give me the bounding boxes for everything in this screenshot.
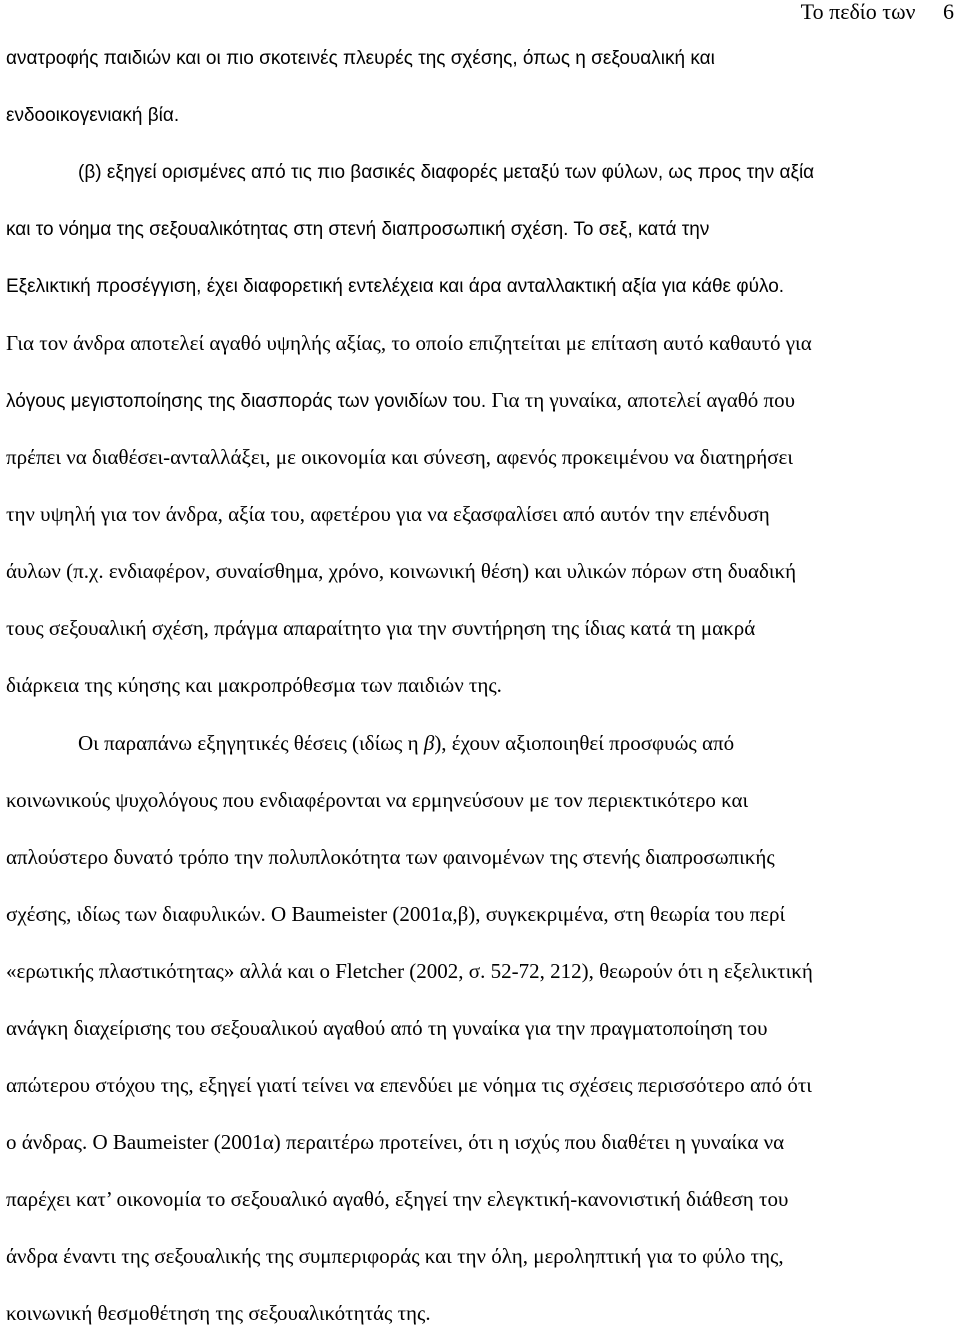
text-line [6,845,775,870]
text-segment: απλούστερο δυνατό τρόπο την πολυπλοκότητα των φαινομένων της στενής διαπροσωπικής [6,845,775,869]
page-number: 6 [943,0,954,24]
text-segment: Οι παραπάνω εξηγητικές θέσεις (ιδίως η [78,731,424,755]
text-segment: παρέχει κατ’ οικονομία το σεξουαλικό αγαθό, εξηγεί την ελεγκτική-κανονιστική διάθεση του [6,1187,789,1211]
text-segment: Για τον άνδρα αποτελεί αγαθό υψηλής αξίας, το οποίο επιζητείται με επίταση αυτό καθαυτό για [6,331,812,355]
text-segment: ανάγκη διαχείρισης του σεξουαλικού αγαθού από τη γυναίκα για την πραγματοποίηση του [6,1016,768,1040]
text-segment: και το νόημα της σεξουαλικότητας στη στενή διαπροσωπική σχέση. Το σεξ, κατά την [6,219,710,240]
text-segment: ανατροφής παιδιών και οι πιο σκοτεινές πλευρές της σχέσης, όπως η σεξουαλική και [6,48,715,69]
text-segment: τους σεξουαλική σχέση, πράγμα απαραίτητο για την συντήρηση της ίδιας κατά τη μακρά [6,616,756,640]
text-line [6,1130,784,1155]
text-segment: Εξελικτική προσέγγιση, έχει διαφορετική εντελέχεια και άρα ανταλλακτική αξία για κάθε φύλο. [6,276,785,297]
text-line [6,1187,788,1212]
text-segment: λόγους μεγιστοποίησης της διασποράς των γονιδίων του. [6,391,492,412]
text-line [6,788,748,813]
text-segment: πρέπει να διαθέσει-ανταλλάξει, με οικονομία και σύνεση, αφενός προκειμένου να διατηρήσει [6,445,794,469]
header-title: Το πεδίο των [800,0,916,24]
text-line [6,502,770,527]
text-line [6,46,715,71]
text-segment: β [423,731,435,755]
text-segment: ο άνδρας. Ο Baumeister (2001α) περαιτέρω προτείνει, ότι η ισχύς που διαθέτει η γυναίκα να [6,1130,785,1154]
text-segment: σχέσης, ιδίως των διαφυλικών. Ο Baumeister (2001α,β), συγκεκριμένα, στη θεωρία του περί [6,902,786,926]
text-segment: Για τη γυναίκα, αποτελεί αγαθό που [491,388,796,412]
text-line [6,559,796,584]
text-line [6,616,755,641]
running-header [801,0,954,24]
text-line [78,731,734,756]
text-line [6,388,795,414]
text-segment: κοινωνική θεσμοθέτηση της σεξουαλικότητάς της. [6,1301,431,1325]
text-line [6,673,502,698]
text-line [6,445,793,470]
text-line [6,902,785,927]
text-segment: την υψηλή για τον άνδρα, αξία του, αφετέρου για να εξασφαλίσει από αυτόν την επένδυση [6,502,770,526]
text-line [78,160,814,185]
text-line [6,1244,784,1269]
text-segment: «ερωτικής πλαστικότητας» αλλά και ο Fletcher (2002, σ. 52-72, 212), θεωρούν ότι η εξελικτική [6,959,813,983]
text-segment: κοινωνικούς ψυχολόγους που ενδιαφέρονται να ερμηνεύσουν με τον περιεκτικότερο και [6,788,749,812]
text-segment: ), έχουν αξιοποιηθεί προσφυώς από [434,731,735,755]
text-segment: άυλων (π.χ. ενδιαφέρον, συναίσθημα, χρόνο, κοινωνική θέση) και υλικών πόρων στη δυαδική [6,559,797,583]
text-segment: διάρκεια της κύησης και μακροπρόθεσμα των παιδιών της. [6,673,502,697]
text-line [6,217,709,242]
text-segment: (β) εξηγεί ορισμένες από τις πιο βασικές διαφορές μεταξύ των φύλων, ως προς την αξία [78,162,815,183]
text-segment: απώτερου στόχου της, εξηγεί γιατί τείνει να επενδύει με νόημα τις σχέσεις περισσότερο από ότι [6,1073,812,1097]
text-segment: ενδοοικογενιακή βία. [6,105,180,126]
text-line [6,331,812,356]
text-line [6,1016,768,1041]
text-line [6,959,813,984]
text-line [6,1073,812,1098]
text-line [6,103,179,128]
text-line [6,274,784,299]
text-segment: άνδρα έναντι της σεξουαλικής της συμπεριφοράς και την όλη, μεροληπτική για το φύλο της, [6,1244,784,1268]
text-line [6,1301,431,1326]
